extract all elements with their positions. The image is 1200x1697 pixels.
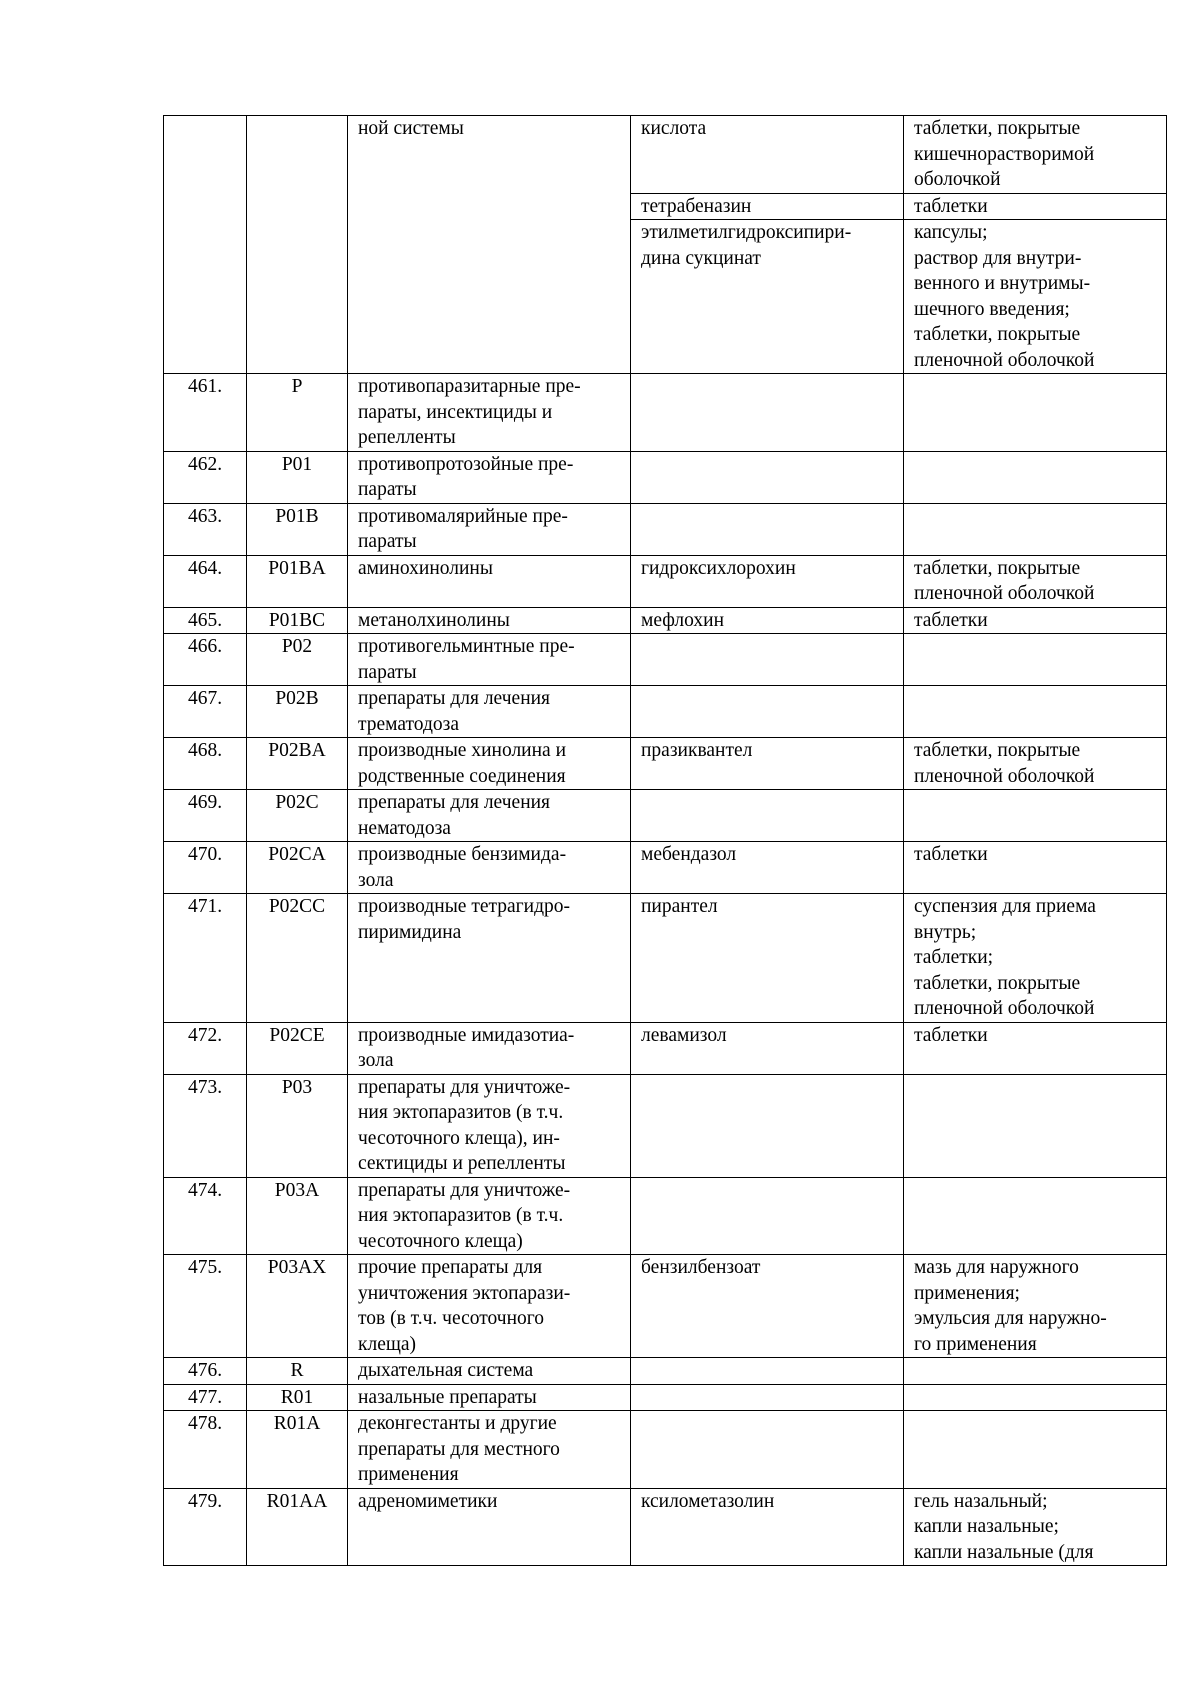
text-line: клеща): [358, 1333, 417, 1355]
row-number: 476.: [164, 1358, 247, 1385]
drug-name: [631, 1074, 904, 1177]
atc-code: P01BA: [247, 555, 348, 607]
table-row: [164, 790, 1167, 842]
dosage-form: [904, 738, 1167, 790]
atc-group-name: [348, 1177, 631, 1255]
text-line: параты: [358, 661, 417, 683]
table-row: [164, 738, 1167, 790]
text-line: таблетки: [914, 195, 988, 217]
table-row: [164, 686, 1167, 738]
row-number: 474.: [164, 1177, 247, 1255]
text-line: го применения: [914, 1333, 1037, 1355]
atc-code: P02C: [247, 790, 348, 842]
text-line: дина сукцинат: [641, 247, 761, 269]
text-line: препараты для уничтоже-: [358, 1179, 571, 1201]
table-row: [164, 503, 1167, 555]
dosage-form: [904, 1022, 1167, 1074]
text-line: таблетки, покрытые: [914, 118, 1081, 139]
atc-group-name: [348, 503, 631, 555]
row-number: 470.: [164, 842, 247, 894]
atc-code: R01A: [247, 1411, 348, 1489]
text-line: таблетки: [914, 1024, 988, 1046]
text-line: раствор для внутри-: [914, 247, 1082, 269]
drug-name: [631, 894, 904, 1023]
atc-group-name: [348, 634, 631, 686]
table-row: [164, 374, 1167, 452]
text-line: противогельминтные пре-: [358, 636, 575, 657]
dosage-form: [904, 894, 1167, 1023]
text-line: препараты для лечения: [358, 688, 551, 709]
drug-name: [631, 1022, 904, 1074]
atc-code: P02B: [247, 686, 348, 738]
text-line: мефлохин: [641, 609, 724, 631]
dosage-form: [904, 1384, 1167, 1411]
text-line: метанолхинолины: [358, 609, 510, 631]
table-row: [164, 894, 1167, 1023]
text-line: таблетки: [914, 609, 988, 631]
text-line: гидроксихлорохин: [641, 557, 796, 579]
row-number: [164, 116, 247, 374]
text-line: оболочкой: [914, 169, 1001, 190]
table-row: [164, 1022, 1167, 1074]
row-number: 472.: [164, 1022, 247, 1074]
drug-name: [631, 374, 904, 452]
atc-code: P03A: [247, 1177, 348, 1255]
dosage-form: [904, 1411, 1167, 1489]
table-row: [164, 1384, 1167, 1411]
atc-group-name: [348, 1074, 631, 1177]
text-line: ной системы: [358, 118, 464, 139]
text-line: кишечнорастворимой: [914, 143, 1095, 165]
text-line: пленочной оболочкой: [914, 349, 1095, 371]
dosage-form: [904, 607, 1167, 634]
table-row: [164, 1255, 1167, 1358]
text-line: капли назальные;: [914, 1516, 1059, 1537]
atc-group-name: [348, 451, 631, 503]
text-line: производные имидазотиа-: [358, 1024, 575, 1046]
dosage-form: [904, 503, 1167, 555]
dosage-form: [904, 634, 1167, 686]
row-number: 464.: [164, 555, 247, 607]
drug-name: [631, 503, 904, 555]
text-line: внутрь;: [914, 921, 977, 943]
row-number: 463.: [164, 503, 247, 555]
text-line: трематодоза: [358, 713, 460, 735]
dosage-form: [904, 1074, 1167, 1177]
table-row: [164, 451, 1167, 503]
text-line: противомалярийные пре-: [358, 505, 568, 527]
row-number: 478.: [164, 1411, 247, 1489]
text-line: пленочной оболочкой: [914, 583, 1095, 604]
row-number: 462.: [164, 451, 247, 503]
dosage-form: [904, 220, 1167, 374]
text-line: применения;: [914, 1282, 1020, 1304]
text-line: препараты для уничтоже-: [358, 1076, 571, 1098]
atc-group-name: [348, 894, 631, 1023]
table-row: [164, 555, 1167, 607]
drug-name: [631, 738, 904, 790]
atc-group-name: [348, 1411, 631, 1489]
text-line: зола: [358, 869, 394, 891]
text-line: препараты для лечения: [358, 792, 551, 813]
drug-name: [631, 1358, 904, 1385]
text-line: этилметилгидроксипири-: [641, 222, 852, 243]
text-line: чесоточного клеща), ин-: [358, 1127, 560, 1149]
text-line: таблетки, покрытые: [914, 557, 1081, 579]
drug-name: [631, 555, 904, 607]
table-row: [164, 1177, 1167, 1255]
text-line: назальные препараты: [358, 1386, 537, 1408]
atc-group-name: [348, 1488, 631, 1566]
drug-name: [631, 842, 904, 894]
text-line: параты: [358, 531, 417, 552]
text-line: аминохинолины: [358, 557, 493, 579]
text-line: дыхательная система: [358, 1360, 534, 1381]
text-line: шечного введения;: [914, 298, 1070, 320]
text-line: родственные соединения: [358, 765, 566, 787]
table-row: [164, 634, 1167, 686]
atc-group-name: [348, 790, 631, 842]
text-line: празиквантел: [641, 740, 753, 761]
atc-group-name: [348, 116, 631, 374]
atc-group-name: [348, 686, 631, 738]
table-row: [164, 116, 1167, 194]
text-line: противопротозойные пре-: [358, 453, 574, 475]
text-line: бензилбензоат: [641, 1257, 761, 1278]
text-line: пленочной оболочкой: [914, 998, 1095, 1019]
row-number: 471.: [164, 894, 247, 1023]
atc-group-name: [348, 738, 631, 790]
dosage-form: [904, 1255, 1167, 1358]
text-line: деконгестанты и другие: [358, 1413, 557, 1434]
dosage-form: [904, 1488, 1167, 1566]
text-line: таблетки;: [914, 947, 994, 968]
atc-group-name: [348, 1384, 631, 1411]
row-number: 465.: [164, 607, 247, 634]
dosage-form: [904, 374, 1167, 452]
dosage-form: [904, 116, 1167, 194]
text-line: применения: [358, 1464, 459, 1485]
row-number: 469.: [164, 790, 247, 842]
dosage-form: [904, 686, 1167, 738]
dosage-form: [904, 555, 1167, 607]
text-line: нематодоза: [358, 817, 451, 839]
text-line: репелленты: [358, 427, 456, 448]
table-row: [164, 1488, 1167, 1566]
row-number: 475.: [164, 1255, 247, 1358]
row-number: 468.: [164, 738, 247, 790]
dosage-form: [904, 1358, 1167, 1385]
text-line: мазь для наружного: [914, 1257, 1079, 1278]
text-line: параты: [358, 479, 417, 500]
drug-name: [631, 607, 904, 634]
text-line: ния эктопаразитов (в т.ч.: [358, 1205, 564, 1226]
drug-name: [631, 790, 904, 842]
table-body: [164, 116, 1167, 1566]
atc-group-name: [348, 555, 631, 607]
text-line: препараты для местного: [358, 1438, 560, 1460]
atc-code: P02CC: [247, 894, 348, 1023]
text-line: таблетки, покрытые: [914, 972, 1081, 994]
drug-name: [631, 634, 904, 686]
text-line: левамизол: [641, 1024, 727, 1046]
row-number: 461.: [164, 374, 247, 452]
row-number: 473.: [164, 1074, 247, 1177]
atc-group-name: [348, 1358, 631, 1385]
text-line: суспензия для приема: [914, 896, 1096, 917]
dosage-form: [904, 842, 1167, 894]
atc-code: P: [247, 374, 348, 452]
text-line: производные тетрагидро-: [358, 896, 571, 917]
row-number: 467.: [164, 686, 247, 738]
text-line: ния эктопаразитов (в т.ч.: [358, 1102, 564, 1123]
atc-code: R: [247, 1358, 348, 1385]
drug-name: [631, 1411, 904, 1489]
dosage-form: [904, 1177, 1167, 1255]
text-line: мебендазол: [641, 844, 737, 865]
atc-code: P02CA: [247, 842, 348, 894]
drug-name: [631, 686, 904, 738]
text-line: противопаразитарные пре-: [358, 376, 581, 397]
text-line: адреномиметики: [358, 1490, 498, 1512]
dosage-form: [904, 451, 1167, 503]
table-row: [164, 1074, 1167, 1177]
atc-group-name: [348, 1255, 631, 1358]
text-line: производные хинолина и: [358, 740, 567, 761]
atc-code: P03: [247, 1074, 348, 1177]
table-row: [164, 842, 1167, 894]
atc-group-name: [348, 1022, 631, 1074]
table-row: [164, 607, 1167, 634]
drug-name: [631, 220, 904, 374]
atc-code: P02CE: [247, 1022, 348, 1074]
drug-name: [631, 451, 904, 503]
drug-name: [631, 1255, 904, 1358]
table-row: [164, 1358, 1167, 1385]
text-line: пленочной оболочкой: [914, 765, 1095, 787]
drug-list-table: [163, 115, 1167, 1566]
atc-group-name: [348, 374, 631, 452]
atc-group-name: [348, 607, 631, 634]
text-line: пирантел: [641, 896, 718, 917]
drug-name: [631, 1177, 904, 1255]
drug-name: [631, 1488, 904, 1566]
atc-group-name: [348, 842, 631, 894]
table-row: [164, 1411, 1167, 1489]
text-line: венного и внутримы-: [914, 273, 1091, 294]
atc-code: P03AX: [247, 1255, 348, 1358]
text-line: таблетки, покрытые: [914, 324, 1081, 345]
drug-name: [631, 116, 904, 194]
text-line: сектициды и репелленты: [358, 1153, 566, 1174]
text-line: тов (в т.ч. чесоточного: [358, 1308, 545, 1329]
atc-code: R01AA: [247, 1488, 348, 1566]
text-line: таблетки: [914, 844, 988, 865]
atc-code: R01: [247, 1384, 348, 1411]
dosage-form: [904, 790, 1167, 842]
text-line: тетрабеназин: [641, 195, 752, 217]
text-line: гель назальный;: [914, 1490, 1048, 1512]
atc-code: P02BA: [247, 738, 348, 790]
atc-code: P02: [247, 634, 348, 686]
text-line: параты, инсектициды и: [358, 401, 553, 423]
row-number: 466.: [164, 634, 247, 686]
atc-code: [247, 116, 348, 374]
text-line: производные бензимида-: [358, 844, 567, 865]
text-line: чесоточного клеща): [358, 1230, 523, 1252]
drug-name: [631, 1384, 904, 1411]
row-number: 477.: [164, 1384, 247, 1411]
text-line: пиримидина: [358, 921, 462, 943]
text-line: уничтожения эктопарази-: [358, 1282, 571, 1304]
text-line: кислота: [641, 118, 707, 139]
text-line: таблетки, покрытые: [914, 740, 1081, 761]
text-line: эмульсия для наружно-: [914, 1308, 1107, 1329]
text-line: ксилометазолин: [641, 1490, 775, 1512]
text-line: капли назальные (для: [914, 1541, 1094, 1563]
text-line: капсулы;: [914, 222, 988, 243]
atc-code: P01: [247, 451, 348, 503]
atc-code: P01B: [247, 503, 348, 555]
dosage-form: [904, 193, 1167, 220]
drug-name: [631, 193, 904, 220]
atc-code: P01BC: [247, 607, 348, 634]
row-number: 479.: [164, 1488, 247, 1566]
text-line: зола: [358, 1050, 394, 1071]
text-line: прочие препараты для: [358, 1257, 543, 1278]
